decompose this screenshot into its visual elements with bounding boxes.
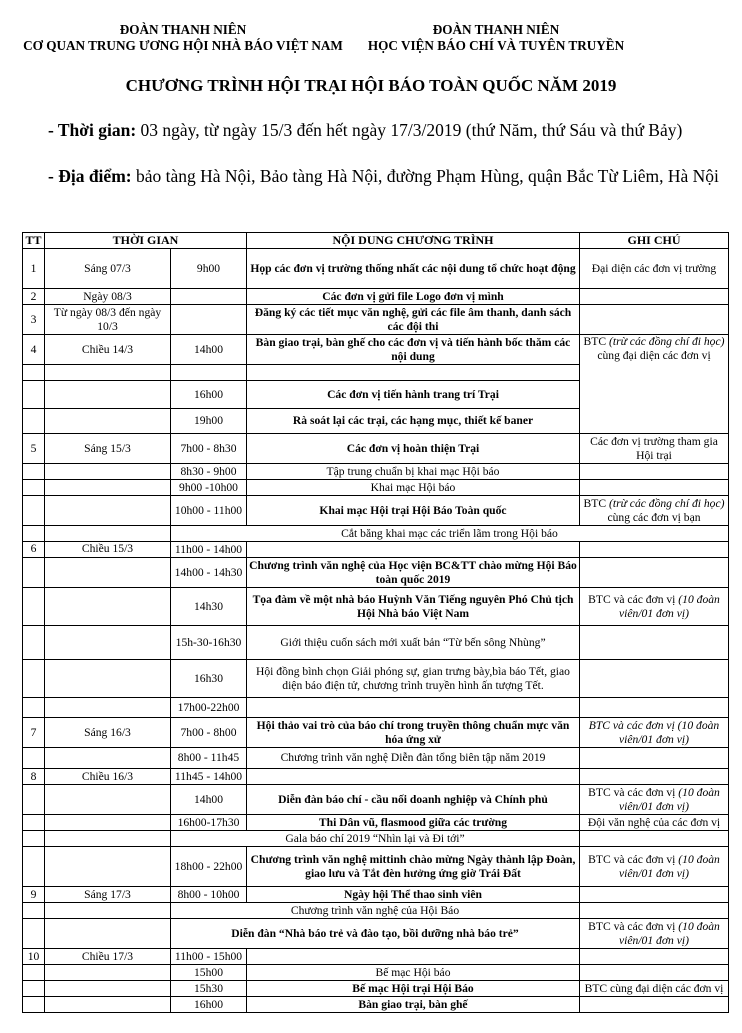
right-org-line-2: HỌC VIỆN BÁO CHÍ VÀ TUYÊN TRUYỀN <box>367 38 625 53</box>
row-hour: 8h00 - 11h45 <box>171 748 247 769</box>
row-hour: 7h00 - 8h30 <box>171 434 247 464</box>
row-hour: 14h00 <box>171 335 247 365</box>
row-hour: 16h00 <box>171 997 247 1013</box>
table-row <box>23 718 729 748</box>
table-row <box>23 626 729 660</box>
row-content: Khai mạc Hội báo <box>247 480 580 496</box>
header-time: THỜI GIAN <box>45 233 247 249</box>
row-day: Sáng 15/3 <box>45 434 171 464</box>
row-content: Chương trình văn nghệ mittinh chào mừng Ngày thành lập Đoàn, giao lưu và Tắt đèn hưởng ứng giờ Trái Đất <box>247 847 580 887</box>
row-hour: 11h00 - 14h00 <box>171 542 247 558</box>
row-content: Chương trình văn nghệ Diễn đàn tổng biên tập năm 2019 <box>247 748 580 769</box>
row-hour: 16h30 <box>171 660 247 698</box>
table-row <box>23 949 729 965</box>
row-content: Bàn giao trại, bàn ghế <box>247 997 580 1013</box>
row-note: BTC và các đơn vị (10 đoàn viên/01 đơn vị) <box>580 588 729 626</box>
header-note: GHI CHÚ <box>580 233 729 249</box>
row-hour: 10h00 - 11h00 <box>171 496 247 526</box>
row-day: Chiều 16/3 <box>45 769 171 785</box>
row-day: Sáng 16/3 <box>45 718 171 748</box>
row-hour: 11h45 - 14h00 <box>171 769 247 785</box>
row-content: Cắt băng khai mạc các triển lãm trong Hội báo <box>171 526 729 542</box>
table-row <box>23 815 729 831</box>
row-content: Giới thiệu cuốn sách mới xuất bản “Từ bến sông Nhùng” <box>247 626 580 660</box>
row-content: Họp các đơn vị trường thống nhất các nội dung tổ chức hoạt động <box>247 249 580 289</box>
row-hour: 8h30 - 9h00 <box>171 464 247 480</box>
row-note: BTC và các đơn vị (10 đoàn viên/01 đơn vị) <box>580 785 729 815</box>
table-row <box>23 496 729 526</box>
row-hour: 15h00 <box>171 965 247 981</box>
header-tt: TT <box>23 233 45 249</box>
left-organization <box>18 22 348 54</box>
left-org-line-1: ĐOÀN THANH NIÊN <box>119 22 247 37</box>
row-content: Rà soát lại các trại, các hạng mục, thiết kế baner <box>247 409 580 434</box>
table-row <box>23 526 729 542</box>
row-hour: 7h00 - 8h00 <box>171 718 247 748</box>
row-number: 8 <box>23 769 45 785</box>
row-hour: 14h30 <box>171 588 247 626</box>
table-row <box>23 434 729 464</box>
row-note: BTC cùng đại diện các đơn vị <box>580 981 729 997</box>
time-text: 03 ngày, từ ngày 15/3 đến hết ngày 17/3/2019 (thứ Năm, thứ Sáu và thứ Bảy) <box>136 120 683 140</box>
row-number: 1 <box>23 249 45 289</box>
row-hour: 9h00 -10h00 <box>171 480 247 496</box>
row-hour: 14h00 - 14h30 <box>171 558 247 588</box>
table-row <box>23 558 729 588</box>
document-title: CHƯƠNG TRÌNH HỘI TRẠI HỘI BÁO TOÀN QUỐC NĂM 2019 <box>125 76 617 95</box>
place-text: bảo tàng Hà Nội, Bảo tàng Hà Nội, đường Phạm Hùng, quận Bắc Từ Liêm, Hà Nội <box>131 166 719 186</box>
row-day: Chiều 15/3 <box>45 542 171 558</box>
header-content: NỘI DUNG CHƯƠNG TRÌNH <box>247 233 580 249</box>
table-row <box>23 981 729 997</box>
row-hour: 17h00-22h00 <box>171 698 247 718</box>
row-note: BTC và các đơn vị (10 đoàn viên/01 đơn vị) <box>580 847 729 887</box>
right-org-line-1: ĐOÀN THANH NIÊN <box>432 22 560 37</box>
table-row <box>23 305 729 335</box>
row-hour: 11h00 - 15h00 <box>171 949 247 965</box>
row-hour: 16h00 <box>171 381 247 409</box>
row-content: Các đơn vị gửi file Logo đơn vị mình <box>247 289 580 305</box>
table-row <box>23 289 729 305</box>
row-day: Ngày 08/3 <box>45 289 171 305</box>
row-hour: 18h00 - 22h00 <box>171 847 247 887</box>
row-day: Sáng 17/3 <box>45 887 171 903</box>
table-row <box>23 919 729 949</box>
row-content: Các đơn vị hoàn thiện Trại <box>247 434 580 464</box>
row-note: Đại diện các đơn vị trường <box>580 249 729 289</box>
row-day: Sáng 07/3 <box>45 249 171 289</box>
row-number: 2 <box>23 289 45 305</box>
table-row <box>23 847 729 887</box>
row-note: Đội văn nghệ của các đơn vị <box>580 815 729 831</box>
table-row <box>23 785 729 815</box>
table-row <box>23 335 729 365</box>
row-hour: 9h00 <box>171 249 247 289</box>
row-hour: 15h-30-16h30 <box>171 626 247 660</box>
table-row <box>23 480 729 496</box>
row-number: 5 <box>23 434 45 464</box>
row-content: Diễn đàn báo chí - cầu nối doanh nghiệp và Chính phủ <box>247 785 580 815</box>
row-content: Hội đồng bình chọn Giải phóng sự, gian trưng bày,bìa báo Tết, giao diện báo điện tử, chương trình truyền hình ấn tượng Tết. <box>247 660 580 698</box>
row-number: 9 <box>23 887 45 903</box>
row-content: Ngày hội Thể thao sinh viên <box>247 887 580 903</box>
place-label: - Địa điểm: <box>48 166 132 186</box>
row-hour: 14h00 <box>171 785 247 815</box>
row-number: 4 <box>23 335 45 365</box>
row-note: Các đơn vị trường tham gia Hội trại <box>580 434 729 464</box>
row-content: Đăng ký các tiết mục văn nghệ, gửi các file âm thanh, danh sách các đội thi <box>247 305 580 335</box>
row-content: Hội thảo vai trò của báo chí trong truyền thông chuẩn mực văn hóa ứng xử <box>247 718 580 748</box>
time-label: - Thời gian: <box>48 120 137 140</box>
row-content: Chương trình văn nghệ của Học viện BC&TT chào mừng Hội Báo toàn quốc 2019 <box>247 558 580 588</box>
row-note: BTC (trừ các đồng chí đi học) cùng đại diện các đơn vị <box>580 335 729 434</box>
row-day: Từ ngày 08/3 đến ngày 10/3 <box>45 305 171 335</box>
table-row <box>23 769 729 785</box>
row-content: Bế mạc Hội báo <box>247 965 580 981</box>
row-content: Tập trung chuẩn bị khai mạc Hội báo <box>247 464 580 480</box>
row-content: Gala báo chí 2019 “Nhìn lại và Đi tới” <box>171 831 580 847</box>
row-day: Chiều 17/3 <box>45 949 171 965</box>
place-info <box>22 165 730 188</box>
row-number: 7 <box>23 718 45 748</box>
row-content: Tọa đàm về một nhà báo Huỳnh Văn Tiếng nguyên Phó Chủ tịch Hội Nhà báo Việt Nam <box>247 588 580 626</box>
time-info <box>22 119 730 142</box>
row-hour: 15h30 <box>171 981 247 997</box>
table-row <box>23 887 729 903</box>
table-row <box>23 965 729 981</box>
table-row <box>23 464 729 480</box>
row-hour: 16h00-17h30 <box>171 815 247 831</box>
table-row <box>23 903 729 919</box>
table-row <box>23 748 729 769</box>
row-hour: 19h00 <box>171 409 247 434</box>
row-content: Chương trình văn nghệ của Hội Báo <box>171 903 580 919</box>
table-row <box>23 660 729 698</box>
table-row <box>23 831 729 847</box>
row-content: Bàn giao trại, bàn ghế cho các đơn vị và tiến hành bốc thăm các nội dung <box>247 335 580 365</box>
table-row <box>23 542 729 558</box>
row-note: BTC (trừ các đồng chí đi học) cùng các đơn vị bạn <box>580 496 729 526</box>
right-organization <box>350 22 642 54</box>
row-number: 6 <box>23 542 45 558</box>
table-row <box>23 698 729 718</box>
row-content: Các đơn vị tiến hành trang trí Trại <box>247 381 580 409</box>
table-row <box>23 249 729 289</box>
left-org-line-2: CƠ QUAN TRUNG ƯƠNG HỘI NHÀ BÁO VIỆT NAM <box>23 38 343 53</box>
row-content: Khai mạc Hội trại Hội Báo Toàn quốc <box>247 496 580 526</box>
row-hour: 8h00 - 10h00 <box>171 887 247 903</box>
row-content: Diễn đàn “Nhà báo trẻ và đào tạo, bồi dưỡng nhà báo trẻ” <box>171 919 580 949</box>
table-row <box>23 588 729 626</box>
row-number: 3 <box>23 305 45 335</box>
table-row <box>23 997 729 1013</box>
table-header-row <box>23 233 729 249</box>
row-content: Bế mạc Hội trại Hội Báo <box>247 981 580 997</box>
schedule-table <box>22 232 729 1013</box>
row-note: BTC và các đơn vị (10 đoàn viên/01 đơn vị) <box>580 718 729 748</box>
row-number: 10 <box>23 949 45 965</box>
row-day: Chiều 14/3 <box>45 335 171 365</box>
row-content: Thi Dân vũ, flasmood giữa các trường <box>247 815 580 831</box>
row-note: BTC và các đơn vị (10 đoàn viên/01 đơn vị) <box>580 919 729 949</box>
